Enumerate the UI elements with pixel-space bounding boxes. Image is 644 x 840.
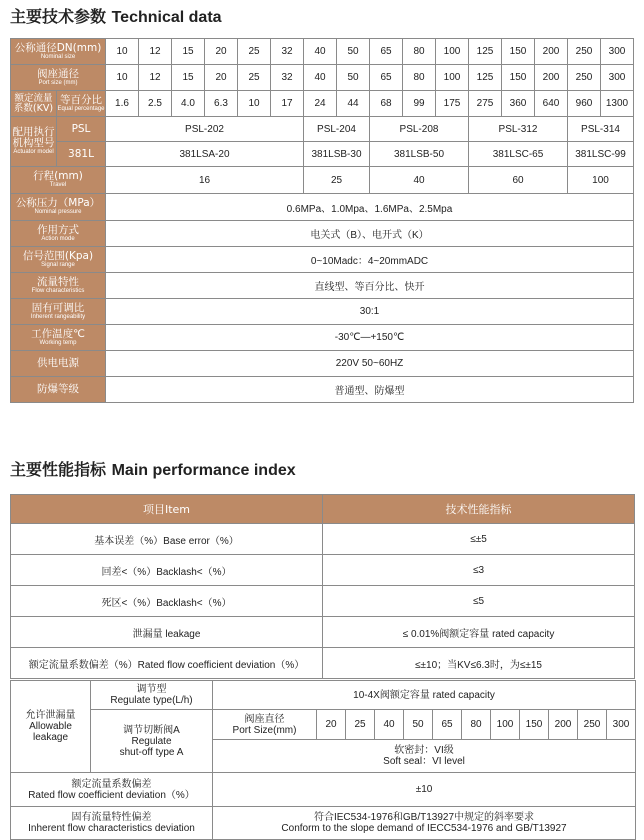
rated-deviation-value: ±10 xyxy=(213,773,636,807)
psl-cell: PSL-202 xyxy=(106,117,304,142)
regulate-row xyxy=(11,681,636,710)
kv-equal-percentage-label: 等百分比 Equal percentage xyxy=(57,91,106,117)
header-item: 项目Item xyxy=(11,495,323,524)
performance-value: ≤ 0.01%阀额定容量 rated capacity xyxy=(323,617,635,648)
psl-cell: PSL-312 xyxy=(469,117,568,142)
regulate-type-label: 调节型 Regulate type(L/h) xyxy=(91,681,213,710)
explosion-value: 普通型、防爆型 xyxy=(106,377,634,403)
port-cell: 15 xyxy=(172,65,205,91)
explosion-label: 防爆等级 xyxy=(11,377,106,403)
performance-value: ≤5 xyxy=(323,586,635,617)
port-cell: 200 xyxy=(535,65,568,91)
actuator-model-label: 配用执行机构型号 Actuator model xyxy=(11,117,57,167)
section-title-performance xyxy=(10,457,296,480)
kv-label: 额定流量系数(KV) xyxy=(11,91,57,117)
port-size-cell: 80 xyxy=(462,710,491,740)
travel-cell: 100 xyxy=(568,167,634,194)
port-cell: 300 xyxy=(601,65,634,91)
dn-cell: 80 xyxy=(403,39,436,65)
section-title-en: Technical data xyxy=(111,9,222,26)
performance-label: 基本误差（%）Base error（%） xyxy=(11,524,323,555)
row-explosion xyxy=(11,377,634,403)
action-label: 作用方式 Action mode xyxy=(11,221,106,247)
port-cell: 20 xyxy=(205,65,238,91)
dn-cell: 20 xyxy=(205,39,238,65)
rangeability-label: 固有可调比 Inherent rangeability xyxy=(11,299,106,325)
s381-cell: 381LSA-20 xyxy=(106,142,304,167)
dn-cell: 65 xyxy=(370,39,403,65)
dn-cell: 32 xyxy=(271,39,304,65)
port-size-cell: 40 xyxy=(375,710,404,740)
psl-label: PSL xyxy=(57,117,106,142)
port-size-label: 阀座通径 Port size (mm) xyxy=(11,65,106,91)
s381-label: 381L xyxy=(57,142,106,167)
shutoff-type-label: 调节切断阀A Regulate shut-off type A xyxy=(91,710,213,773)
kv-cell: 10 xyxy=(238,91,271,117)
dn-cell: 150 xyxy=(502,39,535,65)
s381-cell: 381LSC-99 xyxy=(568,142,634,167)
pressure-label: 公称压力（MPa） Nominal pressure xyxy=(11,194,106,221)
s381-cell: 381LSC-65 xyxy=(469,142,568,167)
performance-header-row xyxy=(11,495,635,524)
performance-row xyxy=(11,555,635,586)
travel-cell: 16 xyxy=(106,167,304,194)
temp-value: -30℃—+150℃ xyxy=(106,325,634,351)
dn-cell: 250 xyxy=(568,39,601,65)
kv-cell: 275 xyxy=(469,91,502,117)
kv-cell: 99 xyxy=(403,91,436,117)
dn-cell: 300 xyxy=(601,39,634,65)
port-size-cell: 50 xyxy=(404,710,433,740)
kv-cell: 640 xyxy=(535,91,568,117)
dn-cell: 50 xyxy=(337,39,370,65)
header-index: 技术性能指标 xyxy=(323,495,635,524)
performance-row xyxy=(11,524,635,555)
temp-label: 工作温度℃ Working temp xyxy=(11,325,106,351)
row-flow xyxy=(11,273,634,299)
row-port-size xyxy=(11,65,634,91)
kv-cell: 2.5 xyxy=(139,91,172,117)
performance-value: ≤±5 xyxy=(323,524,635,555)
performance-table xyxy=(10,494,635,679)
port-cell: 50 xyxy=(337,65,370,91)
row-nominal-size xyxy=(11,39,634,65)
performance-value: ≤3 xyxy=(323,555,635,586)
port-size-cell: 25 xyxy=(346,710,375,740)
kv-cell: 44 xyxy=(337,91,370,117)
port-cell: 80 xyxy=(403,65,436,91)
kv-cell: 360 xyxy=(502,91,535,117)
pressure-value: 0.6MPa、1.0Mpa、1.6MPa、2.5Mpa xyxy=(106,194,634,221)
signal-label: 信号范围(Kpa) Signal range xyxy=(11,247,106,273)
port-size-cell: 150 xyxy=(520,710,549,740)
soft-seal-value: 软密封：VI级 Soft seal：VI level xyxy=(213,740,636,773)
psl-cell: PSL-314 xyxy=(568,117,634,142)
action-value: 电关式（B）、电开式（K） xyxy=(106,221,634,247)
power-label: 供电电源 xyxy=(11,351,106,377)
port-cell: 25 xyxy=(238,65,271,91)
performance-row xyxy=(11,648,635,679)
row-signal xyxy=(11,247,634,273)
port-cell: 250 xyxy=(568,65,601,91)
port-cell: 10 xyxy=(106,65,139,91)
kv-cell: 24 xyxy=(304,91,337,117)
flow-label: 流量特性 Flow characteristics xyxy=(11,273,106,299)
performance-label: 泄漏量 leakage xyxy=(11,617,323,648)
section-title-en: Main performance index xyxy=(111,462,296,479)
inherent-deviation-row xyxy=(11,807,636,840)
port-size-cell: 20 xyxy=(317,710,346,740)
travel-cell: 40 xyxy=(370,167,469,194)
section-title-cn: 主要性能指标 xyxy=(10,460,107,479)
dn-cell: 12 xyxy=(139,39,172,65)
dn-cell: 200 xyxy=(535,39,568,65)
nominal-size-label: 公称通径DN(mm) Nominal size xyxy=(11,39,106,65)
row-381 xyxy=(11,142,634,167)
kv-cell: 175 xyxy=(436,91,469,117)
regulate-type-value: 10-4X阀额定容量 rated capacity xyxy=(213,681,636,710)
kv-cell: 4.0 xyxy=(172,91,205,117)
port-size-label: 阀座直径 Port Size(mm) xyxy=(213,710,317,740)
performance-label: 回差<（%）Backlash<（%） xyxy=(11,555,323,586)
travel-label: 行程(mm) Travel xyxy=(11,167,106,194)
dn-cell: 10 xyxy=(106,39,139,65)
kv-cell: 960 xyxy=(568,91,601,117)
kv-cell: 17 xyxy=(271,91,304,117)
row-psl xyxy=(11,117,634,142)
row-kv xyxy=(11,91,634,117)
rated-deviation-label: 额定流量系数偏差 Rated flow coefficient deviation（%） xyxy=(11,773,213,807)
kv-cell: 1.6 xyxy=(106,91,139,117)
row-travel xyxy=(11,167,634,194)
travel-cell: 25 xyxy=(304,167,370,194)
port-size-cell: 300 xyxy=(607,710,636,740)
dn-cell: 125 xyxy=(469,39,502,65)
row-rangeability xyxy=(11,299,634,325)
signal-value: 0~10Madc：4~20mmADC xyxy=(106,247,634,273)
rangeability-value: 30:1 xyxy=(106,299,634,325)
inherent-deviation-value: 符合IEC534-1976和GB/T13927中规定的斜率要求 Conform to the slope demand of IECC534-1976 and GB/T13927 xyxy=(213,807,636,840)
port-size-row xyxy=(11,710,636,740)
dn-cell: 15 xyxy=(172,39,205,65)
s381-cell: 381LSB-50 xyxy=(370,142,469,167)
performance-value: ≤±10；当KV≤6.3时，为≤±15 xyxy=(323,648,635,679)
inherent-deviation-label: 固有流量特性偏差 Inherent flow characteristics deviation xyxy=(11,807,213,840)
port-cell: 100 xyxy=(436,65,469,91)
kv-cell: 68 xyxy=(370,91,403,117)
performance-row xyxy=(11,617,635,648)
port-cell: 65 xyxy=(370,65,403,91)
rated-deviation-row xyxy=(11,773,636,807)
row-temp xyxy=(11,325,634,351)
row-pressure xyxy=(11,194,634,221)
dn-cell: 100 xyxy=(436,39,469,65)
allowable-leakage-label: 允许泄漏量 Allowable leakage xyxy=(11,681,91,773)
performance-label: 死区<（%）Backlash<（%） xyxy=(11,586,323,617)
technical-data-table xyxy=(10,38,634,403)
psl-cell: PSL-204 xyxy=(304,117,370,142)
port-cell: 32 xyxy=(271,65,304,91)
port-size-cell: 250 xyxy=(578,710,607,740)
s381-cell: 381LSB-30 xyxy=(304,142,370,167)
performance-row xyxy=(11,586,635,617)
leakage-table xyxy=(10,680,636,840)
port-cell: 40 xyxy=(304,65,337,91)
port-cell: 125 xyxy=(469,65,502,91)
performance-label: 额定流量系数偏差（%）Rated flow coefficient deviation（%） xyxy=(11,648,323,679)
port-size-cell: 200 xyxy=(549,710,578,740)
section-title-cn: 主要技术参数 xyxy=(10,7,107,26)
port-size-cell: 65 xyxy=(433,710,462,740)
flow-value: 直线型、等百分比、快开 xyxy=(106,273,634,299)
port-cell: 150 xyxy=(502,65,535,91)
port-cell: 12 xyxy=(139,65,172,91)
row-power xyxy=(11,351,634,377)
dn-cell: 25 xyxy=(238,39,271,65)
psl-cell: PSL-208 xyxy=(370,117,469,142)
dn-cell: 40 xyxy=(304,39,337,65)
kv-cell: 6.3 xyxy=(205,91,238,117)
power-value: 220V 50~60HZ xyxy=(106,351,634,377)
travel-cell: 60 xyxy=(469,167,568,194)
section-title-technical-data xyxy=(10,4,222,27)
row-action xyxy=(11,221,634,247)
kv-cell: 1300 xyxy=(601,91,634,117)
port-size-cell: 100 xyxy=(491,710,520,740)
